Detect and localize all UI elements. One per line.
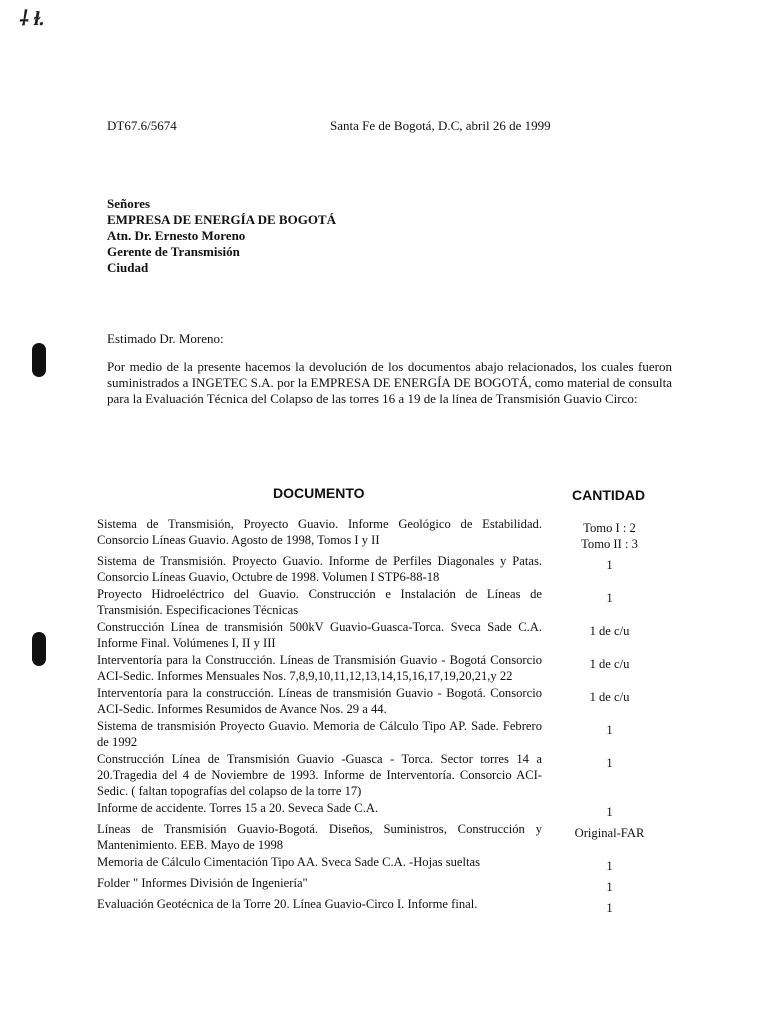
document-description: Memoria de Cálculo Cimentación Tipo AA. Sveca Sade C.A. -Hojas sueltas	[97, 855, 481, 869]
document-description: Sistema de transmisión Proyecto Guavio. Memoria de Cálculo Tipo AP. Sade. Febrero de 1992	[97, 719, 542, 749]
table-row	[97, 875, 677, 895]
document-description: Construcción Línea de Transmisión Guavio -Guasca - Torca. Sector torres 14 a 20.Tragedia del 4 de Noviembre de 1993. Informe de Interventoría. Consorcio ACI- Sedic. ( faltan topografías del colapso de la torre 17)	[97, 752, 542, 798]
document-quantity: 1	[606, 723, 613, 737]
document-description: Folder " Informes División de Ingeniería"	[97, 876, 308, 890]
recipient-line: Señores	[107, 196, 151, 211]
document-quantity: 1	[606, 756, 613, 770]
document-list	[97, 516, 677, 917]
table-row	[97, 685, 677, 717]
document-description: Construcción Línea de transmisión 500kV Guavio-Guasca-Torca. Sveca Sade C.A. Informe Final. Volúmenes I, II y III	[97, 620, 542, 650]
reference-number: DT67.6/5674	[107, 118, 177, 133]
intro-paragraph: Por medio de la presente hacemos la devolución de los documentos abajo relacionados, los cuales fueron suministrados a INGETEC S.A. por la EMPRESA DE ENERGÍA DE BOGOTÁ, como material de consulta para la Evaluación Técnica del Colapso de las torres 16 a 19 de la línea de Transmisión Guavio Circo:	[107, 359, 672, 406]
greeting: Estimado Dr. Moreno:	[107, 331, 224, 346]
recipient-line: Gerente de Transmisión	[107, 244, 240, 259]
punch-hole-bottom	[32, 632, 46, 666]
document-quantity: 1 de c/u	[589, 690, 630, 704]
document-quantity: Tomo I : 2 Tomo II : 3	[581, 521, 638, 551]
document-quantity: 1 de c/u	[589, 624, 630, 638]
document-column-header: DOCUMENTO	[273, 485, 365, 501]
document-quantity: 1 de c/u	[589, 657, 630, 671]
recipient-block	[107, 196, 336, 276]
table-row	[97, 854, 677, 874]
document-quantity: 1	[606, 901, 613, 915]
document-quantity: 1	[606, 880, 613, 894]
document-quantity: 1	[606, 859, 613, 873]
table-row	[97, 751, 677, 799]
document-description: Líneas de Transmisión Guavio-Bogotá. Diseños, Suministros, Construcción y Mantenimiento. EEB. Mayo de 1998	[97, 822, 542, 852]
recipient-line: Ciudad	[107, 260, 149, 275]
document-description: Evaluación Geotécnica de la Torre 20. Línea Guavio-Circo I. Informe final.	[97, 897, 478, 911]
table-row	[97, 516, 677, 552]
document-description: Sistema de Transmisión, Proyecto Guavio. Informe Geológico de Estabilidad. Consorcio Líneas Guavio. Agosto de 1998, Tomos I y II	[97, 517, 542, 547]
recipient-line: Atn. Dr. Ernesto Moreno	[107, 228, 246, 243]
letter-date: Santa Fe de Bogotá, D.C, abril 26 de 1999	[330, 118, 551, 133]
document-quantity: Original-FAR	[574, 826, 645, 840]
handwritten-mark: ⸸ ɫ.	[17, 8, 47, 30]
table-row	[97, 896, 677, 916]
recipient-line: EMPRESA DE ENERGÍA DE BOGOTÁ	[107, 212, 336, 227]
document-quantity: 1	[606, 558, 613, 572]
document-quantity: 1	[606, 805, 613, 819]
document-quantity: 1	[606, 591, 613, 605]
document-description: Proyecto Hidroeléctrico del Guavio. Construcción e Instalación de Líneas de Transmisión. Especificaciones Técnicas	[97, 587, 542, 617]
document-description: Interventoría para la Construcción. Líneas de Transmisión Guavio - Bogotá Consorcio ACI-Sedic. Informes Mensuales Nos. 7,8,9,10,11,12,13,14,15,16,17,19,20,21,y 22	[97, 653, 542, 683]
document-description: Interventoría para la construcción. Líneas de transmisión Guavio - Bogotá. Consorcio ACI-Sedic. Informes Resumidos de Avance Nos. 29 a 44.	[97, 686, 542, 716]
table-row	[97, 619, 677, 651]
table-row	[97, 553, 677, 585]
table-row	[97, 821, 677, 853]
document-description: Informe de accidente. Torres 15 a 20. Seveca Sade C.A.	[97, 801, 379, 815]
document-description: Sistema de Transmisión. Proyecto Guavio. Informe de Perfiles Diagonales y Patas. Consorcio Líneas Guavio, Octubre de 1998. Volumen I STP6-88-18	[97, 554, 542, 584]
punch-hole-top	[32, 343, 46, 377]
table-row	[97, 718, 677, 750]
quantity-column-header: CANTIDAD	[572, 487, 646, 503]
table-row	[97, 800, 677, 820]
table-row	[97, 652, 677, 684]
table-row	[97, 586, 677, 618]
